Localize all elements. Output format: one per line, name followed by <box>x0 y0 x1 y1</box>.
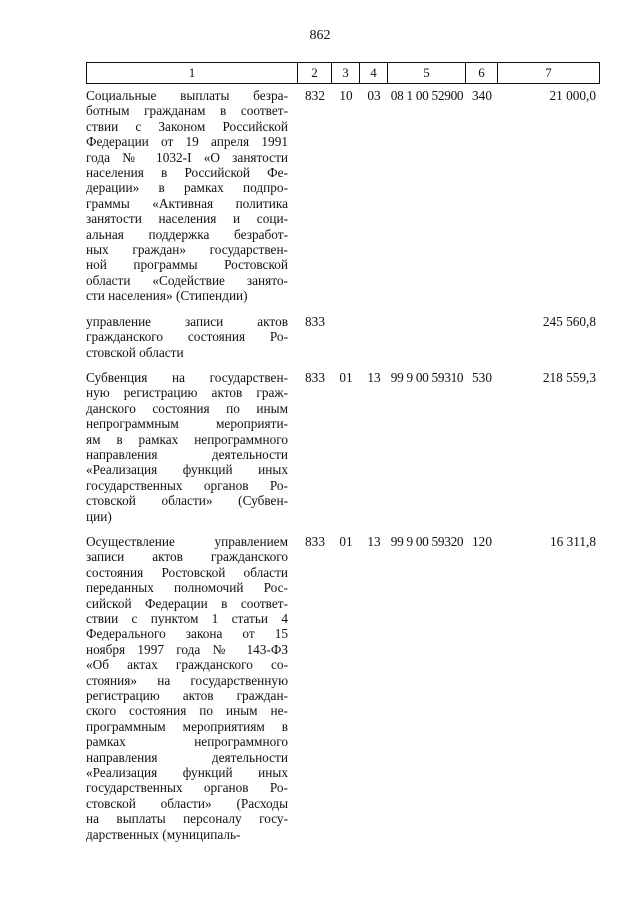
row-name-line: стовской области <box>86 344 184 360</box>
row-name-line: дерации» в рамках подпро- <box>86 180 288 196</box>
row-name-line: сийской Федерации в соответ- <box>86 595 288 611</box>
row-name-cell <box>86 370 298 524</box>
row-cell-4: 03 <box>367 88 381 103</box>
row-name-line: ции) <box>86 508 112 524</box>
row-name-line: Осуществление управлением <box>86 533 288 549</box>
row-name-line: Социальные выплаты безра- <box>86 88 288 103</box>
row-name-line: альная поддержка безработ- <box>86 226 288 242</box>
table-header <box>86 62 600 84</box>
row-name-line: «Реализация функций иных <box>86 462 288 478</box>
row-name-line: ную регистрацию актов граж- <box>86 385 288 401</box>
row-name-line: ям в рамках непрограммного <box>86 431 288 447</box>
table-row <box>86 314 600 360</box>
row-name-line: ботным гражданам в соответ- <box>86 103 288 119</box>
row-name-line: состояния Ростовской области <box>86 564 288 580</box>
row-cell-2: 833 <box>305 533 325 549</box>
row-name-line: стояния» на государственную <box>86 672 288 688</box>
row-name-line: Федерального закона от 15 <box>86 626 288 642</box>
row-name-cell <box>86 314 298 360</box>
row-name-line: рамках непрограммного <box>86 734 288 750</box>
row-cell-7: 218 559,3 <box>542 369 596 385</box>
row-cell-5 <box>388 314 466 360</box>
row-name-line: данского состояния по иным <box>86 400 288 416</box>
column-header-5: 5 <box>388 62 466 84</box>
row-name-line: стовской области» (Расходы <box>86 795 288 811</box>
row-name-line: «Реализация функций иных <box>86 765 288 781</box>
row-cell-5: 08 1 00 52900 <box>390 88 464 103</box>
row-cell-2: 833 <box>305 313 325 329</box>
row-name-line: государственных органов Ро- <box>86 477 288 493</box>
column-header-3: 3 <box>332 62 360 84</box>
row-cell-6 <box>466 314 498 360</box>
row-name-line: государственных органов Ро- <box>86 780 288 796</box>
column-header-7: 7 <box>498 62 600 84</box>
row-cell-5: 99 9 00 59320 <box>390 533 464 549</box>
row-name-line: направления деятельности <box>86 749 288 765</box>
table-row <box>86 370 600 524</box>
row-name-cell <box>86 534 298 842</box>
row-cell-3 <box>332 314 360 360</box>
row-cell-3: 01 <box>339 533 353 549</box>
row-name-line: ноября 1997 года № 143-ФЗ <box>86 641 288 657</box>
row-cell-4 <box>360 314 388 360</box>
row-name-line: управление записи актов <box>86 313 288 329</box>
row-name-line: граммы «Активная политика <box>86 195 288 211</box>
row-cell-4: 13 <box>367 369 381 385</box>
row-name-line: переданных полномочий Рос- <box>86 580 288 596</box>
row-name-line: ствии с пунктом 1 статьи 4 <box>86 611 288 626</box>
row-name-line: гражданского состояния Ро- <box>86 329 288 345</box>
row-name-line: программным мероприятиям в <box>86 718 288 734</box>
row-name-line: области «Содействие занято- <box>86 272 288 288</box>
row-name-line: ствии с Законом Российской <box>86 118 288 134</box>
row-name-line: записи актов гражданского <box>86 549 288 565</box>
row-name-line: Федерации от 19 апреля 1991 <box>86 134 288 150</box>
row-name-line: «Об актах гражданского со- <box>86 657 288 673</box>
column-header-2: 2 <box>298 62 332 84</box>
table-body <box>86 88 600 852</box>
row-name-line: дарственных (муниципаль- <box>86 826 241 842</box>
column-header-1: 1 <box>86 62 298 84</box>
row-name-line: стовской области» (Субвен- <box>86 493 288 509</box>
row-cell-2: 832 <box>305 88 325 103</box>
row-name-line: сти населения» (Стипендии) <box>86 288 248 304</box>
row-name-line: направления деятельности <box>86 446 288 462</box>
column-header-6: 6 <box>466 62 498 84</box>
row-cell-6: 530 <box>472 369 492 385</box>
page-number: 862 <box>309 28 331 43</box>
row-name-line: непрограммным мероприяти- <box>86 416 288 432</box>
row-cell-3: 10 <box>339 88 353 103</box>
row-cell-5: 99 9 00 59310 <box>390 369 464 385</box>
row-name-line: на выплаты персоналу госу- <box>86 811 288 827</box>
row-cell-2: 833 <box>305 369 325 385</box>
row-cell-7: 16 311,8 <box>549 533 596 549</box>
table-row <box>86 534 600 842</box>
row-name-line: ной программы Ростовской <box>86 257 288 273</box>
table-row <box>86 88 600 304</box>
row-cell-4: 13 <box>367 533 381 549</box>
row-cell-7: 245 560,8 <box>542 313 596 329</box>
row-name-line: Субвенция на государствен- <box>86 369 288 385</box>
row-name-line: занятости населения и соци- <box>86 211 288 227</box>
row-name-cell <box>86 88 298 304</box>
row-cell-6: 120 <box>472 533 492 549</box>
row-name-line: ных граждан» государствен- <box>86 242 288 258</box>
row-name-line: года № 1032-I «О занятости <box>86 149 288 165</box>
row-cell-6: 340 <box>472 88 492 103</box>
column-header-4: 4 <box>360 62 388 84</box>
row-cell-3: 01 <box>339 369 353 385</box>
row-name-line: регистрацию актов граждан- <box>86 688 288 704</box>
row-name-line: ского состояния по иным не- <box>86 703 288 719</box>
row-name-line: населения в Российской Фе- <box>86 165 288 181</box>
row-cell-7: 21 000,0 <box>549 88 596 103</box>
